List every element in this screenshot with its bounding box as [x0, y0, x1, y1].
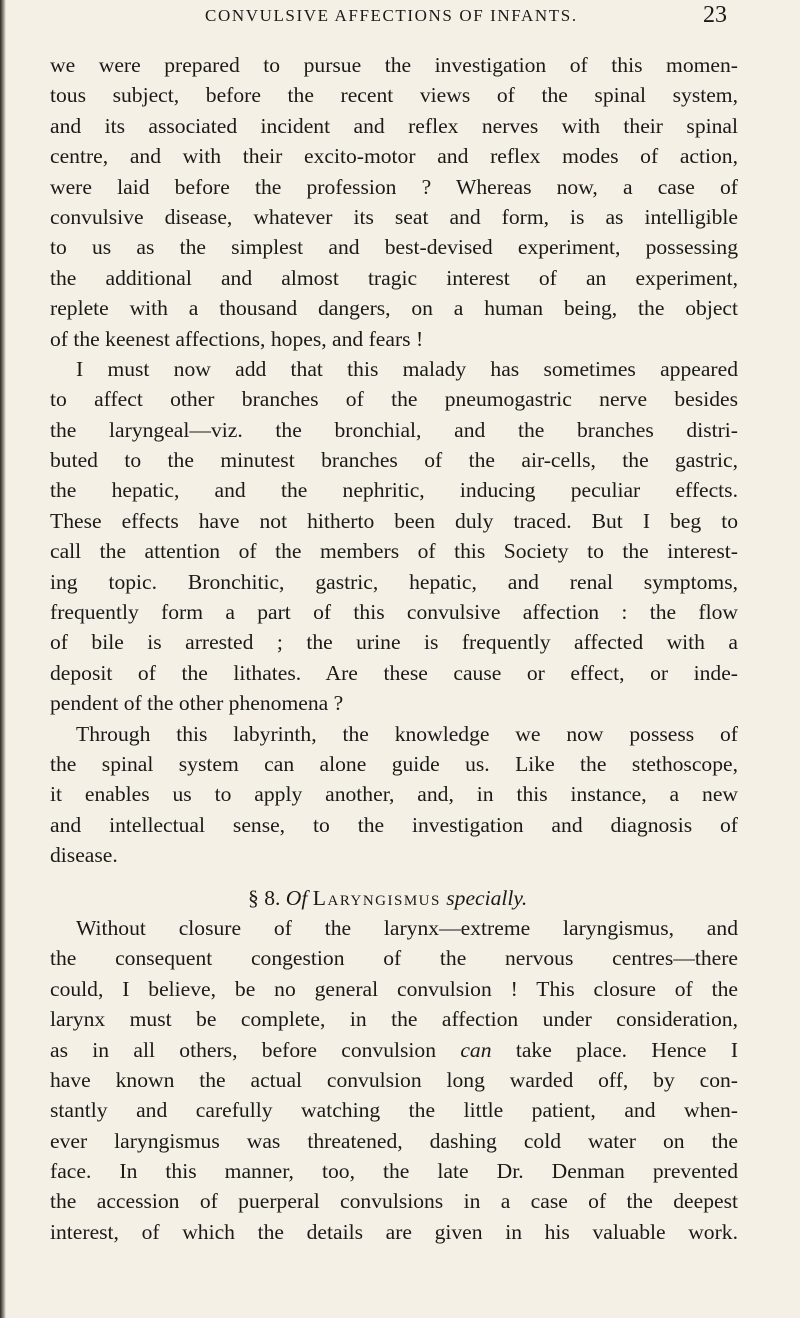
section-qualifier: specially. — [446, 885, 528, 910]
body-text — [50, 50, 738, 1247]
text-line: to us as the simplest and best-devised experiment, possessing — [50, 235, 738, 260]
text-line: ever laryngismus was threatened, dashing cold water on the — [50, 1128, 738, 1153]
text-line: centre, and with their excito-motor and reflex modes of action, — [50, 144, 738, 169]
section-spacer — [50, 871, 738, 883]
text-line: replete with a thousand dangers, on a human being, the object — [50, 296, 738, 321]
text-line: the hepatic, and the nephritic, inducing peculiar effects. — [50, 478, 738, 503]
paragraph-start-line: Without closure of the larynx—extreme laryngismus, and — [76, 915, 738, 940]
text-line: the additional and almost tragic interest of an experiment, — [50, 265, 738, 290]
text-line: convulsive disease, whatever its seat and form, is as intelligible — [50, 204, 738, 229]
emphasis-word: can — [460, 1037, 492, 1062]
text-line: as in all others, before convulsion can take place. Hence I — [50, 1037, 739, 1062]
text-line: frequently form a part of this convulsive affection : the flow — [50, 600, 738, 625]
section-mark: § 8. — [248, 885, 281, 910]
text-line: stantly and carefully watching the little patient, and when- — [50, 1098, 738, 1123]
text-line: pendent of the other phenomena ? — [50, 691, 344, 716]
text-line: could, I believe, be no general convulsion ! This closure of the — [50, 976, 738, 1001]
text-line: larynx must be complete, in the affection under consideration, — [50, 1007, 738, 1032]
paragraph-start-line: Through this labyrinth, the knowledge we now possess of — [76, 721, 738, 746]
text-line: it enables us to apply another, and, in this instance, a new — [50, 782, 738, 807]
text-line: and its associated incident and reflex nerves with their spinal — [50, 113, 738, 138]
section-heading — [50, 883, 738, 913]
text-line: were laid before the profession ? Whereas now, a case of — [50, 174, 738, 199]
text-line: have known the actual convulsion long warded off, by con- — [50, 1067, 738, 1092]
text-line: of bile is arrested ; the urine is frequently affected with a — [50, 630, 738, 655]
text-line: deposit of the lithates. Are these cause or effect, or inde- — [50, 660, 738, 685]
text-line: the spinal system can alone guide us. Like the stethoscope, — [50, 751, 738, 776]
text-line: buted to the minutest branches of the air-cells, the gastric, — [50, 448, 738, 473]
text-line: call the attention of the members of this Society to the interest- — [50, 539, 738, 564]
paragraph-start-line: I must now add that this malady has sometimes appeared — [76, 356, 738, 381]
page-number: 23 — [703, 2, 727, 28]
running-head: CONVULSIVE AFFECTIONS OF INFANTS. — [205, 6, 578, 25]
text-line: to affect other branches of the pneumogastric nerve besides — [50, 387, 738, 412]
text-line: the laryngeal—viz. the bronchial, and the branches distri- — [50, 417, 738, 442]
text-line: disease. — [50, 843, 118, 868]
text-line: interest, of which the details are given in his valuable work. — [50, 1219, 738, 1244]
text-line: we were prepared to pursue the investigation of this momen- — [50, 53, 738, 77]
text-line: These effects have not hitherto been duly traced. But I beg to — [50, 508, 738, 533]
section-title: Laryngismus — [312, 885, 441, 910]
page-header — [0, 2, 800, 36]
text-line: ing topic. Bronchitic, gastric, hepatic, and renal symptoms, — [50, 569, 738, 594]
text-line: and intellectual sense, to the investigation and diagnosis of — [50, 812, 738, 837]
section-of: Of — [285, 885, 308, 910]
text-line: the accession of puerperal convulsions in a case of the deepest — [50, 1189, 738, 1214]
text-line: tous subject, before the recent views of the spinal system, — [50, 83, 738, 108]
text-line: the consequent congestion of the nervous centres—there — [50, 946, 738, 971]
text-line: of the keenest affections, hopes, and fears ! — [50, 326, 424, 351]
text-line: face. In this manner, too, the late Dr. Denman prevented — [50, 1159, 738, 1184]
page-binding-edge — [0, 0, 6, 1318]
